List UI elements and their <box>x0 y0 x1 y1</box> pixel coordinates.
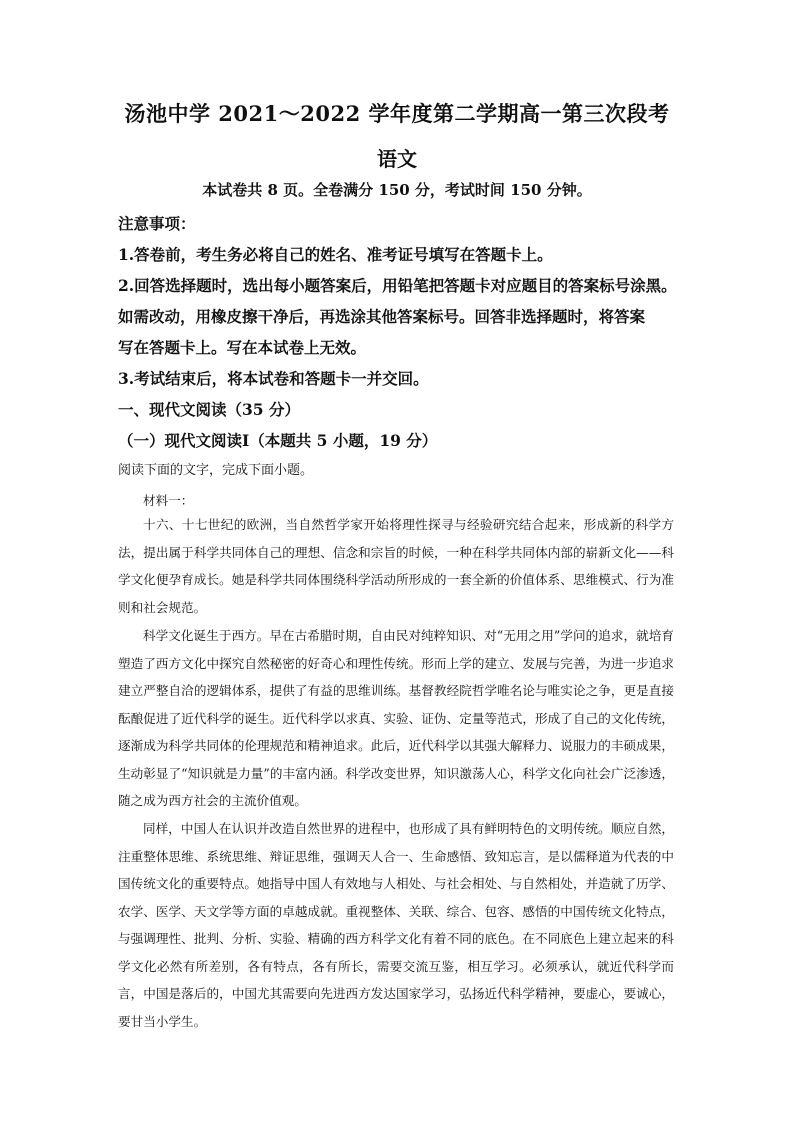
paragraph: 同样，中国人在认识并改造自然世界的进程中，也形成了具有鲜明特色的文明传统。顺应自然，注重整体思维、系统思维、辩证思维，强调天人合一、生命感悟、致知忘言，是以儒释道为代表的中国传统文化的重要特点。她指导中国人有效地与人相处、与社会相处、与自然相处，并造就了历学、农学、医学、天文学等方面的卓越成就。重视整体、关联、综合、包容、感悟的中国传统文化特点，与强调理性、批判、分析、实验、精确的西方科学文化有着不同的底色。在不同底色上建立起来的科学文化必然有所差别，各有特点，各有所长，需要交流互鉴，相互学习。必须承认，就近代科学而言，中国是落后的，中国尤其需要向先进西方发达国家学习，弘扬近代科学精神，要虚心，要诚心，要甘当小学生。 <box>118 821 674 1029</box>
exam-title: 汤池中学 2021～2022 学年度第二学期高一第三次段考 <box>124 101 670 126</box>
subsection-heading: （一）现代文阅读Ⅰ（本题共 5 小题，19 分） <box>118 431 438 450</box>
notes-heading: 注意事项： <box>118 214 196 233</box>
notes-item: 如需改动，用橡皮擦干净后，再选涂其他答案标号。回答非选择题时，将答案 <box>118 307 646 326</box>
subject-title: 语文 <box>377 147 417 171</box>
notes-item: 3.考试结束后，将本试卷和答题卡一并交回。 <box>118 369 429 388</box>
paragraph: 十六、十七世纪的欧洲，当自然哲学家开始将理性探寻与经验研究结合起来，形成新的科学方法，提出属于科学共同体自己的理想、信念和宗旨的时候，一种在科学共同体内部的崭新文化——科学文化便孕育成长。她是科学共同体围绕科学活动所形成的一套全新的价值体系、思维模式、行为准则和社会规范。 <box>118 517 674 615</box>
section-heading: 一、现代文阅读（35 分） <box>118 400 300 419</box>
notes-item: 2.回答选择题时，选出每小题答案后，用铅笔把答题卡对应题目的答案标号涂黑。 <box>118 276 677 295</box>
material-label: 材料一： <box>143 493 194 508</box>
paragraph: 科学文化诞生于西方。早在古希腊时期，自由民对纯粹知识、对“无用之用”学问的追求，就培育塑造了西方文化中探究自然秘密的好奇心和理性传统。形而上学的建立、发展与完善，为进一步追求建立严整自洽的逻辑体系，提供了有益的思维训练。基督教经院哲学唯名论与唯实论之争，更是直接酝酿促进了近代科学的诞生。近代科学以求真、实验、证伪、定量等范式，形成了自己的文化传统，逐渐成为科学共同体的伦理规范和精神追求。此后，近代科学以其强大解释力、说服力的丰硕成果，生动彰显了“知识就是力量”的丰富内涵。科学改变世界，知识激荡人心，科学文化向社会广泛渗透，随之成为西方社会的主流价值观。 <box>118 628 674 808</box>
reading-instruction: 阅读下面的文字，完成下面小题。 <box>118 463 314 478</box>
notes-item: 1.答卷前，考生务必将自己的姓名、准考证号填写在答题卡上。 <box>118 245 553 264</box>
notes-item: 写在答题卡上。写在本试卷上无效。 <box>118 338 367 357</box>
exam-info: 本试卷共 8 页。全卷满分 150 分，考试时间 150 分钟。 <box>202 181 592 199</box>
